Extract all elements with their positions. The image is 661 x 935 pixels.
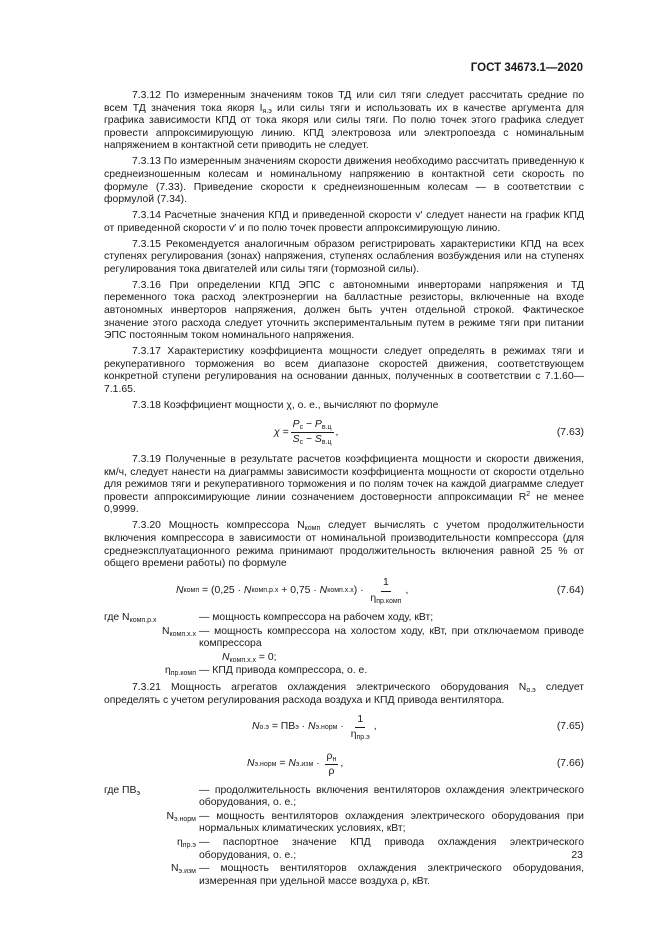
para-7-3-18: 7.3.18 Коэффициент мощности χ, о. е., вычисляют по формуле	[132, 400, 439, 411]
definition-item: где $N_{комп.р.х}$ — мощность компрессора на рабочем ходу, кВт;	[104, 612, 434, 625]
definition-item: $N_{э.норм}$ — мощность вентиляторов охлаждения электрического оборудования при нормальных климатических условиях, кВт;	[166, 810, 584, 835]
definition-item: $N_{комп.х.х}$ — мощность компрессора на холостом ходу, кВт, при отключаемом приводе компрессора	[161, 625, 584, 650]
formula-7-64: N комп = (0,25 · N комп.р.х + 0,75 · N комп.х.х ) · $\frac{1}{\eta_{пр.комп}}$ , (7.64)	[104, 574, 584, 608]
para-7-3-16: 7.3.16 При определении КПД ЭПС с автономными инверторами напряжения и ТД переменного тока расход электроэнергии на балластные резисторы, включенные на входе автономных инверторов напряжения, должен быть учтен отдельной строкой. Фактическое значение этого расхода следует уточнить экспериментальным путем в режиме тяги при питании ЭПС постоянным током номинального напряжения.	[104, 279, 584, 342]
para-7-3-13: 7.3.13 По измеренным значениям скорости движения необходимо рассчитать приведенную к среднеизношенным колесам и номинальному напряжению в контактной сети скорость по формуле (7.33). Приведение скорости к среднеизношенным колесам — в соответствии с формулой (7.34).	[104, 156, 584, 206]
para-7-3-12: 7.3.12 По измеренным значениям токов ТД или сил тяги следует рассчитать средние по всем ТД значения тока якоря $I_{я.э}$ или силы тяги и использовать их в качестве аргумента для графика зависимости КПД от тока якоря или силы тяги. По полю точек этого графика следует провести аппроксимирующую линию. КПД электровоза или электропоезда с номинальным напряжением в контактной сети приводить не следует.	[104, 90, 584, 152]
definitions-7-64	[104, 612, 584, 678]
definition-item: $\eta_{пр.комп}$ — КПД привода компрессора, о. е.	[164, 665, 368, 678]
page-body	[104, 90, 584, 892]
para-7-3-19: 7.3.19 Полученные в результате расчетов коэффициента мощности и скорости движения, км/ч, следует нанести на диаграммы зависимости коэффициента мощности от скорости отдельно для режимов тяги и рекуперативного торможения и по полям точек на каждой диаграмме следует провести аппроксимирующие линии созначением достоверности аппроксимации $R^2$ не менее 0,9999.	[104, 453, 584, 516]
para-7-3-21: 7.3.21 Мощность агрегатов охлаждения электрического оборудования $N_{о.э}$ следует определять с учетом регулирования расхода воздуха и КПД привода вентилятора.	[104, 682, 585, 706]
fraction: $\frac{P_с - P_{в.ц}}{S_с - S_{в.ц}}$	[292, 418, 332, 447]
formula-7-66: N э.норм = N э.изм · $\frac{\rho_н}{\rho}$ , (7.66)	[104, 749, 584, 781]
definition-continuation: $N_{комп.х.х} = 0$;	[222, 651, 277, 664]
formula-number: (7.66)	[556, 758, 584, 770]
formula-number: (7.63)	[556, 426, 584, 438]
formula-7-65: N о.э = ПВ э · N э.норм · $\frac{1}{\eta_{пр.э}}$ , (7.65)	[104, 711, 584, 745]
page-number: 23	[571, 849, 583, 861]
fraction: $\frac{\rho_н}{\rho}$	[326, 750, 337, 778]
formula-7-63: χ = $\frac{P_с - P_{в.ц}}{S_с - S_{в.ц}}$ , (7.63)	[104, 416, 584, 450]
para-7-3-15: 7.3.15 Рекомендуется аналогичным образом регистрировать характеристики КПД на всех ступенях регулирования (зонах) напряжения, ступенях ослабления возбуждения или на ступенях регулирования тока двигателей или силы тяги (тормозной силы).	[104, 238, 584, 275]
fraction: $\frac{1}{\eta_{пр.э}}$	[350, 713, 370, 742]
definition-item: $\eta_{пр.э}$ — паспортное значение КПД привода охлаждения электрического оборудования, о. е.;	[177, 837, 584, 861]
para-7-3-17: 7.3.17 Характеристику коэффициента мощности следует определять в режимах тяги и рекуперативного торможения во всем диапазоне скоростей движения, соответствующем конкретной ступени регулирования на основании данных, полученных в соответствии с 7.1.60—7.1.65.	[104, 346, 584, 396]
formula-number: (7.64)	[556, 584, 584, 596]
definitions-7-66	[104, 785, 584, 889]
fraction: $\frac{1}{\eta_{пр.комп}}$	[370, 577, 402, 605]
definition-item: $N_{э.изм}$ — мощность вентиляторов охлаждения электрического оборудования, измеренная при удельной массе воздуха ρ, кВт.	[171, 863, 584, 887]
formula-number: (7.65)	[556, 721, 584, 733]
definition-item: где $ПВ_э$ — продолжительность включения вентиляторов охлаждения электрического оборудования, о. е.;	[104, 784, 584, 809]
para-7-3-14: 7.3.14 Расчетные значения КПД и приведенной скорости v′ следует нанести на график КПД от приведенной скорости v′ и по полю точек провести аппроксимирующую линию.	[104, 210, 584, 234]
para-7-3-20: 7.3.20 Мощность компрессора $N_{комп}$ следует вычислять с учетом продолжительности включения компрессора в зависимости от номинальной производительности компрессора (для среднеэксплуатационного режима принимают продолжительность включения равной 25 % от общего времени работы) по формуле	[104, 520, 584, 570]
doc-code: ГОСТ 34673.1—2020	[470, 62, 583, 74]
